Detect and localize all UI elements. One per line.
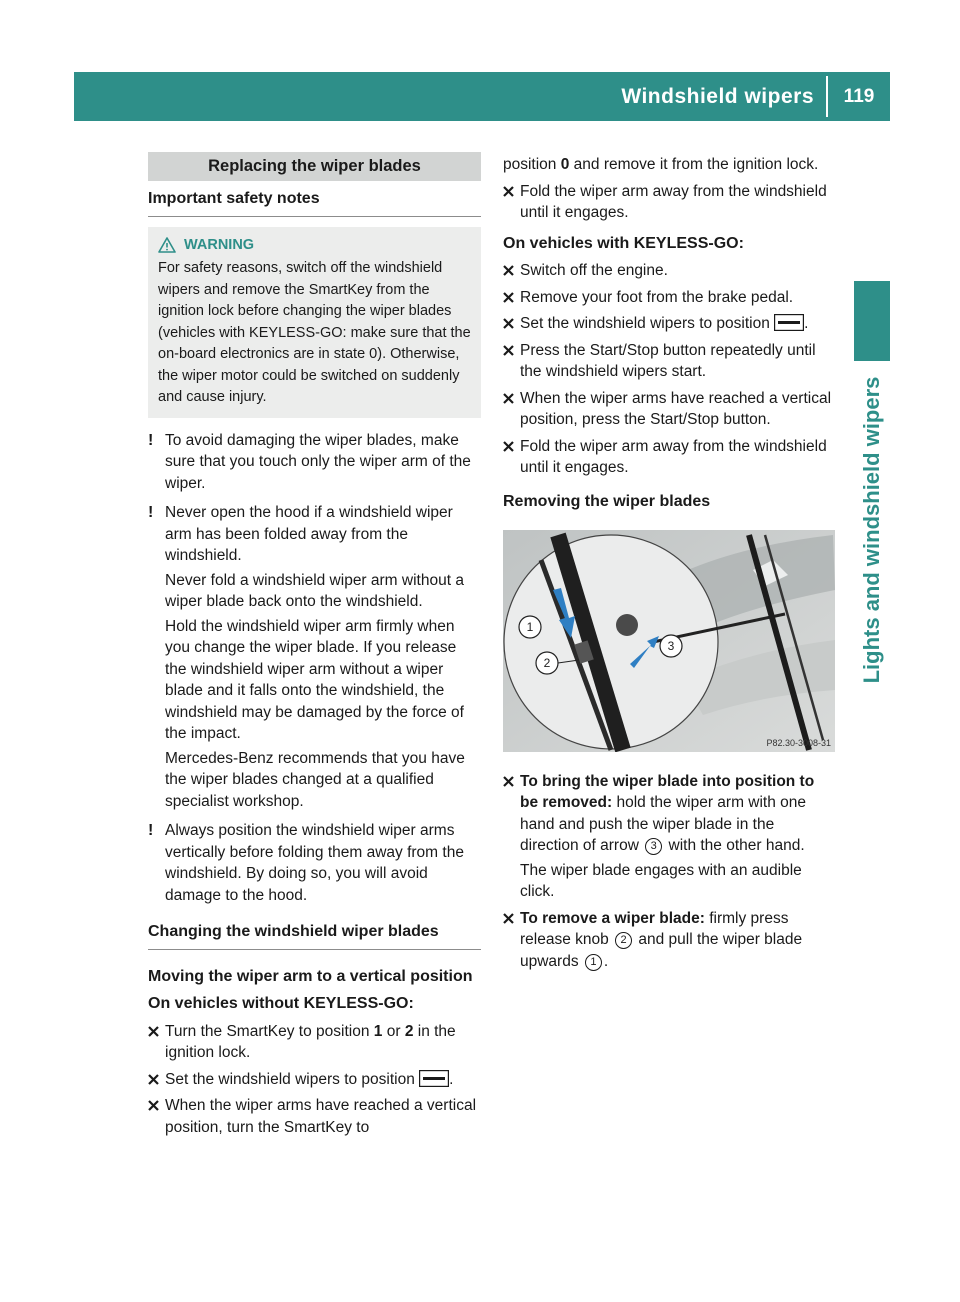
callout-2: 2 bbox=[615, 932, 632, 949]
step-cross-icon bbox=[148, 1026, 159, 1037]
step-set-wipers: Set the windshield wipers to position . bbox=[148, 1069, 481, 1091]
step-cross-icon bbox=[503, 265, 514, 276]
step-cross-icon bbox=[503, 292, 514, 303]
figure-code: P82.30-3008-31 bbox=[766, 738, 831, 748]
right-column bbox=[503, 154, 835, 977]
note-1 bbox=[148, 430, 481, 495]
step-cross-icon bbox=[503, 186, 514, 197]
step-cross-icon bbox=[503, 913, 514, 924]
callout-3: 3 bbox=[645, 838, 662, 855]
side-tab-label: Lights and windshield wipers bbox=[859, 376, 884, 684]
note-paragraph: Always position the windshield wiper arms vertically before folding them away from the windshield. By doing so, you will avoid damage to the hood. bbox=[165, 822, 464, 904]
step-cross-icon bbox=[148, 1100, 159, 1111]
step-fold-arm-keyless: Fold the wiper arm away from the windshield until it engages. bbox=[503, 436, 835, 479]
with-keyless-heading: On vehicles with KEYLESS-GO: bbox=[503, 234, 744, 252]
subheading-changing: Changing the windshield wiper blades bbox=[148, 914, 481, 950]
note-paragraph: Never open the hood if a windshield wiper arm has been folded away from the windshield. bbox=[165, 504, 453, 564]
wiper-position-icon bbox=[419, 1070, 449, 1087]
step-cross-icon bbox=[503, 393, 514, 404]
moving-heading: Moving the wiper arm to a vertical position bbox=[148, 967, 473, 985]
step-cross-icon bbox=[148, 1074, 159, 1085]
figure-label-2: 2 bbox=[543, 656, 551, 670]
warning-box bbox=[148, 227, 481, 418]
warning-text: For safety reasons, switch off the windshield wipers and remove the SmartKey from the ignition lock before changing the wiper blades (vehicles with KEYLESS-GO: make sure that the on-board electronics are in state 0). Otherwise, the wiper motor could be switched on suddenly and cause injury. bbox=[158, 260, 471, 405]
step-cross-icon bbox=[503, 441, 514, 452]
note-paragraph: To avoid damaging the wiper blades, make sure that you touch only the wiper arm of the wiper. bbox=[165, 431, 471, 492]
step-vertical-press: When the wiper arms have reached a vertical position, press the Start/Stop button. bbox=[503, 388, 835, 431]
page-number: 119 bbox=[843, 86, 875, 107]
step-cross-icon bbox=[503, 776, 514, 787]
warning-triangle-icon bbox=[158, 237, 176, 253]
note-exclamation-icon: ! bbox=[148, 504, 154, 521]
step-cross-icon bbox=[503, 318, 514, 329]
note-exclamation-icon: ! bbox=[148, 822, 154, 839]
without-keyless-heading: On vehicles without KEYLESS-GO: bbox=[148, 995, 414, 1012]
continued-step-text: position 0 and remove it from the ignition lock. bbox=[503, 156, 819, 173]
section-title: Replacing the wiper blades bbox=[148, 152, 481, 181]
wiper-position-icon bbox=[774, 314, 804, 331]
note-3 bbox=[148, 820, 481, 906]
step-fold-arm: Fold the wiper arm away from the windshield until it engages. bbox=[503, 181, 835, 224]
warning-title-text: WARNING bbox=[184, 236, 255, 253]
step-remove-foot: Remove your foot from the brake pedal. bbox=[503, 287, 835, 309]
note-exclamation-icon: ! bbox=[148, 431, 154, 449]
step-switch-off-engine: Switch off the engine. bbox=[503, 260, 835, 282]
subheading-safety: Important safety notes bbox=[148, 181, 481, 217]
step-extra-text: The wiper blade engages with an audible click. bbox=[520, 861, 802, 900]
step-turn-to-zero: When the wiper arms have reached a vertical position, turn the SmartKey to bbox=[148, 1095, 481, 1138]
note-2 bbox=[148, 502, 481, 812]
step-remove-blade: To remove a wiper blade: firmly press release knob 2 and pull the wiper blade upwards 1 . bbox=[503, 908, 835, 973]
page-header bbox=[74, 72, 890, 121]
note-paragraph: Mercedes-Benz recommends that you have the wiper blades changed at a qualified specialist workshop. bbox=[165, 749, 465, 810]
warning-title bbox=[158, 235, 471, 257]
step-cross-icon bbox=[503, 345, 514, 356]
step-turn-smartkey: Turn the SmartKey to position 1 or 2 in the ignition lock. bbox=[148, 1021, 481, 1064]
callout-1: 1 bbox=[585, 954, 602, 971]
header-title: Windshield wipers bbox=[621, 85, 814, 108]
figure-label-3: 3 bbox=[667, 639, 675, 653]
step-press-start-stop: Press the Start/Stop button repeatedly until the windshield wipers start. bbox=[503, 340, 835, 383]
step-bring-into-position: To bring the wiper blade into position to be removed: hold the wiper arm with one hand and push the wiper blade in the direction of arrow 3 with the other hand. The wiper blade engages with an audible click. bbox=[503, 771, 835, 903]
left-column bbox=[148, 152, 481, 1143]
step-set-wipers-keyless: Set the windshield wipers to position . bbox=[503, 313, 835, 335]
removing-heading: Removing the wiper blades bbox=[503, 492, 711, 510]
figure-label-1: 1 bbox=[526, 620, 534, 634]
note-paragraph: Hold the windshield wiper arm firmly when you change the wiper blade. If you release the windshield wiper arm without a wiper blade and it falls onto the windshield, the windshield may be damaged by the force of the impact. bbox=[165, 617, 464, 742]
note-paragraph: Never fold a windshield wiper arm without a wiper blade back onto the windshield. bbox=[165, 571, 464, 610]
wiper-blade-illustration bbox=[503, 530, 835, 752]
